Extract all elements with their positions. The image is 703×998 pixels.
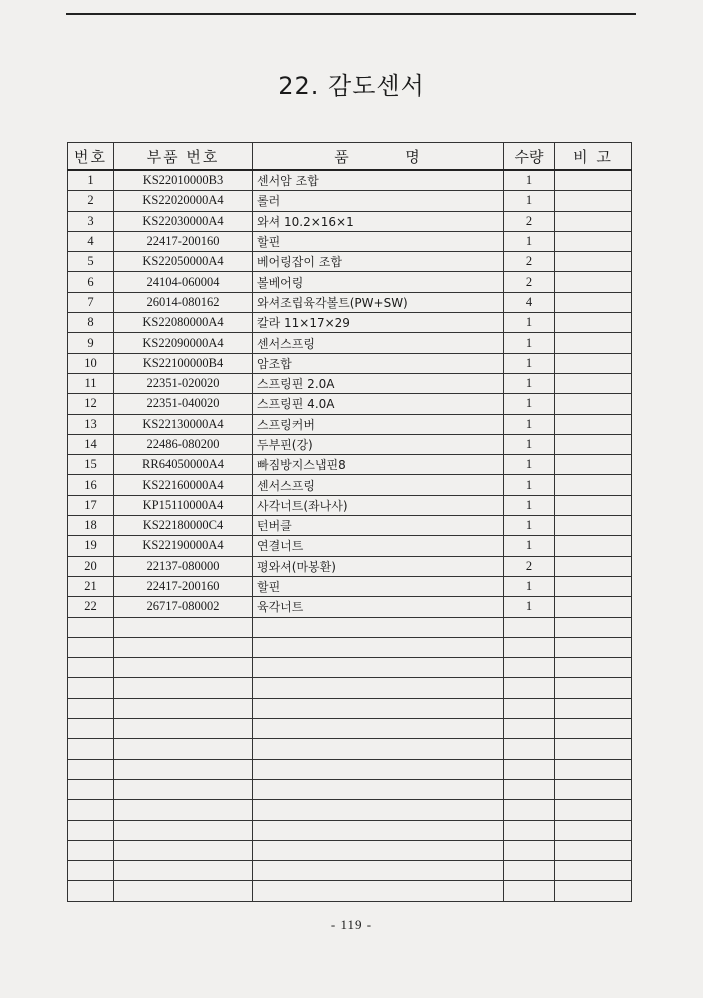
row-number: 21 xyxy=(68,576,114,596)
row-part-number: 26717-080002 xyxy=(114,597,253,617)
empty-cell xyxy=(68,739,114,759)
row-number: 17 xyxy=(68,495,114,515)
empty-cell xyxy=(68,820,114,840)
row-note xyxy=(555,576,632,596)
row-quantity: 1 xyxy=(504,495,555,515)
table-row xyxy=(68,597,632,617)
row-number: 3 xyxy=(68,211,114,231)
row-part-number: KS22190000A4 xyxy=(114,536,253,556)
empty-table-row xyxy=(68,881,632,901)
row-part-name: 롤러 xyxy=(253,191,504,211)
empty-cell xyxy=(68,719,114,739)
empty-cell xyxy=(504,617,555,637)
empty-cell xyxy=(253,678,504,698)
empty-cell xyxy=(555,637,632,657)
row-part-name: 칼라 11×17×29 xyxy=(253,313,504,333)
row-number: 2 xyxy=(68,191,114,211)
row-number: 8 xyxy=(68,313,114,333)
row-number: 20 xyxy=(68,556,114,576)
row-part-name: 센서스프링 xyxy=(253,333,504,353)
table-row xyxy=(68,434,632,454)
empty-cell xyxy=(68,779,114,799)
empty-table-row xyxy=(68,698,632,718)
row-quantity: 1 xyxy=(504,231,555,251)
table-row xyxy=(68,211,632,231)
empty-cell xyxy=(114,861,253,881)
row-note xyxy=(555,292,632,312)
row-part-number: KS22090000A4 xyxy=(114,333,253,353)
row-part-number: 22417-200160 xyxy=(114,231,253,251)
row-part-name: 할핀 xyxy=(253,231,504,251)
empty-cell xyxy=(504,800,555,820)
row-part-name: 센서스프링 xyxy=(253,475,504,495)
empty-cell xyxy=(555,719,632,739)
empty-cell xyxy=(68,881,114,901)
row-number: 16 xyxy=(68,475,114,495)
table-row xyxy=(68,191,632,211)
table-row xyxy=(68,516,632,536)
empty-cell xyxy=(253,820,504,840)
row-part-number: KS22100000B4 xyxy=(114,353,253,373)
table-row xyxy=(68,231,632,251)
empty-cell xyxy=(504,637,555,657)
row-number: 10 xyxy=(68,353,114,373)
table-row xyxy=(68,394,632,414)
row-part-number: 22486-080200 xyxy=(114,434,253,454)
row-number: 13 xyxy=(68,414,114,434)
empty-table-row xyxy=(68,719,632,739)
row-number: 9 xyxy=(68,333,114,353)
row-part-name: 두부핀(강) xyxy=(253,434,504,454)
row-part-name: 사각너트(좌나사) xyxy=(253,495,504,515)
empty-cell xyxy=(253,861,504,881)
row-note xyxy=(555,170,632,191)
empty-cell xyxy=(253,739,504,759)
empty-table-row xyxy=(68,617,632,637)
empty-cell xyxy=(114,637,253,657)
empty-table-row xyxy=(68,861,632,881)
row-number: 6 xyxy=(68,272,114,292)
empty-table-row xyxy=(68,739,632,759)
empty-table-row xyxy=(68,840,632,860)
row-quantity: 2 xyxy=(504,211,555,231)
row-number: 22 xyxy=(68,597,114,617)
row-note xyxy=(555,272,632,292)
row-part-number: KS22130000A4 xyxy=(114,414,253,434)
page-number: - 119 - xyxy=(330,917,373,932)
row-number: 1 xyxy=(68,170,114,191)
row-part-name: 할핀 xyxy=(253,576,504,596)
row-note xyxy=(555,495,632,515)
row-part-number: 22351-040020 xyxy=(114,394,253,414)
table-row xyxy=(68,313,632,333)
table-row xyxy=(68,252,632,272)
empty-cell xyxy=(555,759,632,779)
empty-cell xyxy=(253,840,504,860)
empty-cell xyxy=(555,840,632,860)
row-quantity: 1 xyxy=(504,394,555,414)
row-quantity: 1 xyxy=(504,516,555,536)
header-name-b: 명 xyxy=(405,147,422,166)
empty-cell xyxy=(68,698,114,718)
table-row xyxy=(68,475,632,495)
empty-table-row xyxy=(68,678,632,698)
empty-cell xyxy=(68,759,114,779)
empty-cell xyxy=(114,719,253,739)
empty-cell xyxy=(68,861,114,881)
empty-table-row xyxy=(68,820,632,840)
row-part-number: KS22020000A4 xyxy=(114,191,253,211)
row-part-number: 22137-080000 xyxy=(114,556,253,576)
empty-cell xyxy=(114,658,253,678)
row-number: 15 xyxy=(68,455,114,475)
empty-cell xyxy=(555,861,632,881)
header-note: 비 고 xyxy=(555,143,632,171)
empty-table-row xyxy=(68,800,632,820)
table-row xyxy=(68,495,632,515)
row-note xyxy=(555,455,632,475)
empty-cell xyxy=(555,881,632,901)
row-part-number: KS22030000A4 xyxy=(114,211,253,231)
row-part-number: KS22180000C4 xyxy=(114,516,253,536)
row-note xyxy=(555,597,632,617)
table-row xyxy=(68,292,632,312)
row-quantity: 1 xyxy=(504,434,555,454)
empty-cell xyxy=(504,698,555,718)
header-part-no: 부품 번호 xyxy=(114,143,253,171)
row-quantity: 2 xyxy=(504,556,555,576)
row-note xyxy=(555,313,632,333)
row-part-number: KS22080000A4 xyxy=(114,313,253,333)
empty-cell xyxy=(253,881,504,901)
empty-table-row xyxy=(68,759,632,779)
empty-cell xyxy=(253,800,504,820)
row-note xyxy=(555,394,632,414)
header-no: 번호 xyxy=(68,143,114,171)
row-quantity: 1 xyxy=(504,191,555,211)
empty-cell xyxy=(68,617,114,637)
empty-cell xyxy=(68,658,114,678)
row-number: 4 xyxy=(68,231,114,251)
empty-cell xyxy=(555,617,632,637)
row-quantity: 1 xyxy=(504,597,555,617)
empty-cell xyxy=(555,739,632,759)
header-qty: 수량 xyxy=(504,143,555,171)
top-rule xyxy=(66,13,636,15)
empty-cell xyxy=(114,678,253,698)
empty-cell xyxy=(114,759,253,779)
header-name xyxy=(253,143,504,171)
row-note xyxy=(555,536,632,556)
row-part-name: 와셔 10.2×16×1 xyxy=(253,211,504,231)
empty-cell xyxy=(114,617,253,637)
empty-cell xyxy=(504,861,555,881)
row-note xyxy=(555,211,632,231)
row-part-number: KS22010000B3 xyxy=(114,170,253,191)
row-part-name: 베어링잡이 조합 xyxy=(253,252,504,272)
row-part-number: KS22160000A4 xyxy=(114,475,253,495)
empty-cell xyxy=(504,881,555,901)
empty-cell xyxy=(504,719,555,739)
row-quantity: 1 xyxy=(504,170,555,191)
row-number: 11 xyxy=(68,373,114,393)
empty-cell xyxy=(114,779,253,799)
row-quantity: 1 xyxy=(504,536,555,556)
empty-cell xyxy=(68,840,114,860)
row-quantity: 1 xyxy=(504,475,555,495)
row-note xyxy=(555,556,632,576)
empty-cell xyxy=(504,840,555,860)
row-part-number: KP15110000A4 xyxy=(114,495,253,515)
row-quantity: 1 xyxy=(504,455,555,475)
row-quantity: 1 xyxy=(504,313,555,333)
empty-cell xyxy=(68,800,114,820)
table-row xyxy=(68,373,632,393)
empty-cell xyxy=(253,719,504,739)
row-quantity: 2 xyxy=(504,272,555,292)
row-part-name: 볼베어링 xyxy=(253,272,504,292)
table-row xyxy=(68,170,632,191)
table-row xyxy=(68,414,632,434)
row-note xyxy=(555,373,632,393)
empty-cell xyxy=(253,759,504,779)
row-quantity: 1 xyxy=(504,373,555,393)
table-row xyxy=(68,272,632,292)
empty-table-row xyxy=(68,658,632,678)
empty-table-row xyxy=(68,637,632,657)
row-number: 18 xyxy=(68,516,114,536)
row-part-name: 암조합 xyxy=(253,353,504,373)
row-quantity: 1 xyxy=(504,333,555,353)
row-part-name: 턴버클 xyxy=(253,516,504,536)
row-note xyxy=(555,231,632,251)
header-row xyxy=(68,143,632,171)
empty-cell xyxy=(114,840,253,860)
row-part-name: 육각너트 xyxy=(253,597,504,617)
row-quantity: 1 xyxy=(504,353,555,373)
empty-cell xyxy=(504,678,555,698)
row-part-name: 빠짐방지스냅핀8 xyxy=(253,455,504,475)
empty-cell xyxy=(114,698,253,718)
row-number: 14 xyxy=(68,434,114,454)
empty-cell xyxy=(114,800,253,820)
row-note xyxy=(555,516,632,536)
page-title: 22. 감도센서 xyxy=(278,72,425,100)
row-part-name: 평와셔(마봉환) xyxy=(253,556,504,576)
empty-cell xyxy=(555,678,632,698)
empty-cell xyxy=(253,617,504,637)
row-number: 19 xyxy=(68,536,114,556)
empty-cell xyxy=(114,739,253,759)
row-note xyxy=(555,333,632,353)
row-part-name: 스프링핀 4.0A xyxy=(253,394,504,414)
row-part-number: KS22050000A4 xyxy=(114,252,253,272)
row-quantity: 4 xyxy=(504,292,555,312)
table-row xyxy=(68,556,632,576)
empty-cell xyxy=(68,678,114,698)
empty-cell xyxy=(253,698,504,718)
empty-cell xyxy=(114,881,253,901)
empty-cell xyxy=(253,658,504,678)
empty-cell xyxy=(114,820,253,840)
empty-cell xyxy=(504,779,555,799)
row-number: 12 xyxy=(68,394,114,414)
empty-cell xyxy=(504,739,555,759)
row-part-name: 연결너트 xyxy=(253,536,504,556)
empty-cell xyxy=(504,658,555,678)
empty-cell xyxy=(555,800,632,820)
header-name-a: 품 xyxy=(334,147,351,166)
table-row xyxy=(68,576,632,596)
empty-cell xyxy=(555,820,632,840)
row-part-number: 24104-060004 xyxy=(114,272,253,292)
row-part-name: 와셔조립육각볼트(PW+SW) xyxy=(253,292,504,312)
parts-table xyxy=(67,142,632,902)
row-quantity: 1 xyxy=(504,414,555,434)
row-quantity: 1 xyxy=(504,576,555,596)
table-row xyxy=(68,333,632,353)
empty-cell xyxy=(253,637,504,657)
row-note xyxy=(555,414,632,434)
table-row xyxy=(68,353,632,373)
empty-table-row xyxy=(68,779,632,799)
row-note xyxy=(555,353,632,373)
row-note xyxy=(555,191,632,211)
row-note xyxy=(555,252,632,272)
table-row xyxy=(68,536,632,556)
row-part-name: 스프링커버 xyxy=(253,414,504,434)
table-row xyxy=(68,455,632,475)
row-part-number: RR64050000A4 xyxy=(114,455,253,475)
row-part-number: 22351-020020 xyxy=(114,373,253,393)
empty-cell xyxy=(555,779,632,799)
empty-cell xyxy=(253,779,504,799)
row-part-name: 스프링핀 2.0A xyxy=(253,373,504,393)
row-note xyxy=(555,475,632,495)
row-number: 7 xyxy=(68,292,114,312)
empty-cell xyxy=(555,698,632,718)
row-quantity: 2 xyxy=(504,252,555,272)
row-part-number: 22417-200160 xyxy=(114,576,253,596)
row-note xyxy=(555,434,632,454)
empty-cell xyxy=(555,658,632,678)
row-part-name: 센서암 조합 xyxy=(253,170,504,191)
empty-cell xyxy=(504,820,555,840)
row-number: 5 xyxy=(68,252,114,272)
empty-cell xyxy=(68,637,114,657)
empty-cell xyxy=(504,759,555,779)
row-part-number: 26014-080162 xyxy=(114,292,253,312)
